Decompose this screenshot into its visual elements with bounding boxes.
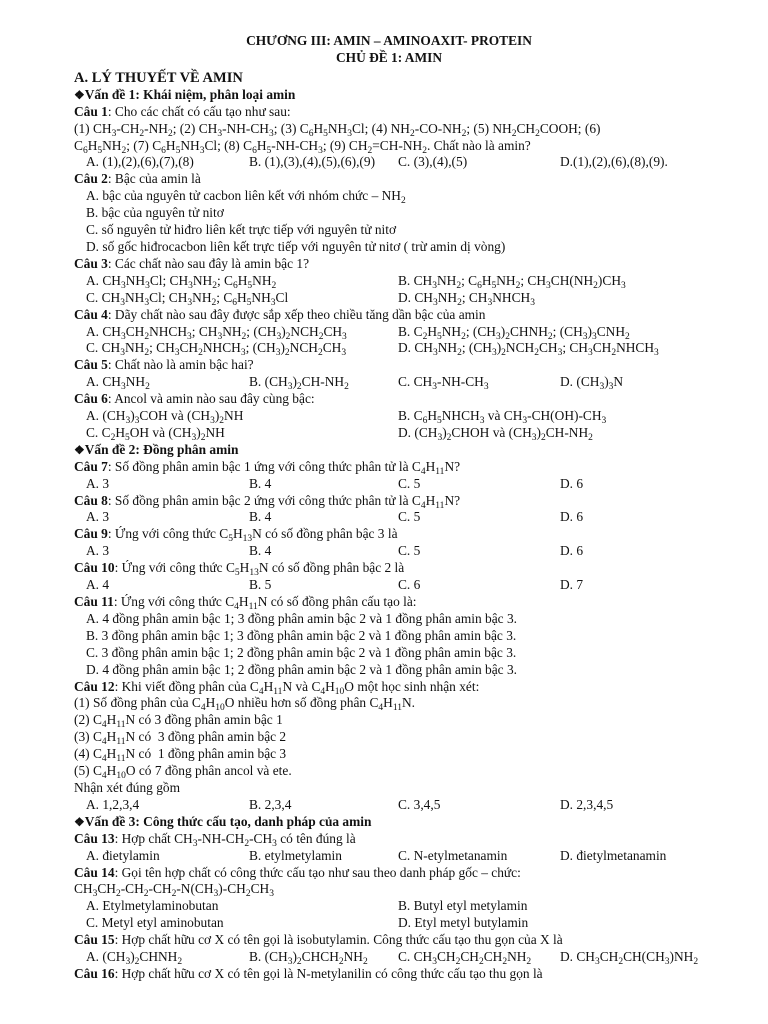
question-2: Câu 2: Bậc của amin là xyxy=(74,171,201,187)
question-3-options: C. $CH_3NH_3Cl$; $CH_3NH_2$; $C_6H_5NH_3Cl$ D. $CH_3NH_2$; $CH_3NHCH_3$ xyxy=(86,289,535,308)
topic-title: CHỦ ĐỀ 1: AMIN xyxy=(335,49,442,65)
question-13: Câu 13: Hợp chất $CH_3-NH-CH_2-CH_3$ có tên đúng là xyxy=(74,830,356,849)
question-10: Câu 10: Ứng với công thức $C_5H_{13}N$ có số đồng phân bậc 2 là xyxy=(74,560,405,579)
question-12: Câu 12: Khi viết đồng phân của $C_4H_{11}N$ và $C_4H_{10}O$ một học sinh nhận xét: xyxy=(74,678,480,697)
question-5: Câu 5: Chất nào là amin bậc hai? xyxy=(74,357,254,373)
question-1-options: A. (1),(2),(6),(7),(8) B. (1),(3),(4),(5),(6),(9) C. (3),(4),(5) D.(1),(2),(6),(8),(9). xyxy=(86,154,668,170)
question-15-options: A. $(CH_3)_2CHNH_2$ B. $(CH_3)_2CHCH_2NH_2$ C. $CH_3CH_2CH_2CH_2NH_2$ D. $CH_3CH_2CH(CH_3)NH_2$ xyxy=(86,949,699,968)
question-12-statement: (2) $C_4H_{11}N$ có 3 đồng phân amin bậc 1 xyxy=(74,712,283,731)
question-12-statement: (3) $C_4H_{11}N$ có 3 đồng phân amin bậc 2 xyxy=(74,729,287,748)
question-6-options: A. $(CH_3)_3COH$ và $(CH_3)_2NH$ B. $C_6H_5NHCH_3$ và $CH_3-CH(OH)-CH_3$ xyxy=(86,408,607,427)
question-2-option-c: C. số nguyên tử hiđro liên kết trực tiếp với nguyên tử nitơ xyxy=(86,222,397,238)
chapter-title: CHƯƠNG III: AMIN – AMINOAXIT- PROTEIN xyxy=(246,33,532,48)
question-1: Câu 1: Cho các chất có cấu tạo như sau: xyxy=(74,103,291,119)
question-14-options: A. Etylmetylaminobutan B. Butyl etyl metylamin xyxy=(86,898,528,914)
question-7: Câu 7: Số đồng phân amin bậc 1 ứng với công thức phân tử là $C_4H_{11}N$? xyxy=(74,458,461,477)
question-12-prompt: Nhận xét đúng gồm xyxy=(74,779,180,795)
question-12-statement: (5) $C_4H_{10}O$ có 7 đồng phân ancol và ete. xyxy=(74,763,292,782)
section-heading: A. LÝ THUYẾT VỀ AMIN xyxy=(74,69,243,86)
diamond-bullet-icon: ❖ xyxy=(74,814,85,829)
diamond-bullet-icon: ❖ xyxy=(74,442,85,457)
question-4-options: C. $CH_3NH_2$; $CH_3CH_2NHCH_3$; $(CH_3)_2NCH_2CH_3$ D. $CH_3NH_2$; $(CH_3)_2NCH_2CH_3$; $CH_3CH_2NHCH_3$ xyxy=(86,340,659,359)
question-11-option-d: D. 4 đồng phân amin bậc 1; 2 đồng phân amin bậc 2 và 1 đồng phân amin bậc 3. xyxy=(86,661,518,677)
question-9: Câu 9: Ứng với công thức $C_5H_{13}N$ có số đồng phân bậc 3 là xyxy=(74,526,398,545)
question-6-options: C. $C_2H_5OH$ và $(CH_3)_2NH$ D. $(CH_3)_2CHOH$ và $(CH_3)_2CH-NH_2$ xyxy=(86,424,593,443)
issue-heading-1: ❖Vấn đề 1: Khái niệm, phân loại amin xyxy=(74,86,296,102)
question-8-options: A. 3 B. 4 C. 5 D. 6 xyxy=(86,509,584,525)
question-1-text: $C_6H_5NH_2$; (7) $C_6H_5NH_3Cl$; (8) $C_6H_5-NH-CH_3$; (9) $CH_2=CH-NH_2$. Chất nào là amin? xyxy=(74,137,531,156)
question-2-option-b: B. bậc của nguyên tử nitơ xyxy=(86,205,224,221)
document-page xyxy=(74,33,704,983)
question-12-options: A. 1,2,3,4 B. 2,3,4 C. 3,4,5 D. 2,3,4,5 xyxy=(86,796,614,812)
issue-heading-2: ❖Vấn đề 2: Đồng phân amin xyxy=(74,441,239,457)
question-11-option-c: C. 3 đồng phân amin bậc 1; 2 đồng phân amin bậc 2 và 1 đồng phân amin bậc 3. xyxy=(86,644,517,660)
issue-heading-3: ❖Vấn đề 3: Công thức cấu tạo, danh pháp của amin xyxy=(74,813,372,829)
question-3: Câu 3: Các chất nào sau đây là amin bậc 1? xyxy=(74,255,310,271)
question-13-options: A. đietylamin B. etylmetylamin C. N-etylmetanamin D. đietylmetanamin xyxy=(86,847,667,863)
question-14-options: C. Metyl etyl aminobutan D. Etyl metyl butylamin xyxy=(86,915,529,931)
question-1-text: (1) $CH_3-CH_2-NH_2$; (2) $CH_3-NH-CH_3$; (3) $C_6H_5NH_3Cl$; (4) $NH_2-CO-NH_2$; (5) $NH_2CH_2COOH$; (6) xyxy=(74,120,601,139)
question-4: Câu 4: Dãy chất nào sau đây được sắp xếp theo chiều tăng dần bậc của amin xyxy=(74,306,486,322)
question-2-option-d: D. số gốc hiđrocacbon liên kết trực tiếp với nguyên tử nitơ ( trừ amin dị vòng) xyxy=(86,238,506,254)
question-14: Câu 14: Gọi tên hợp chất có công thức cấu tạo như sau theo danh pháp gốc – chức: xyxy=(74,864,521,880)
question-9-options: A. 3 B. 4 C. 5 D. 6 xyxy=(86,543,584,559)
question-6: Câu 6: Ancol và amin nào sau đây cùng bậc: xyxy=(74,391,315,407)
question-2-option-a: A. bậc của nguyên tử cacbon liên kết với nhóm chức – $NH_2$ xyxy=(86,188,406,207)
question-15: Câu 15: Hợp chất hữu cơ X có tên gọi là isobutylamin. Công thức cấu tạo thu gọn của X là xyxy=(74,932,563,948)
question-3-options: A. $CH_3NH_3Cl$; $CH_3NH_2$; $C_6H_5NH_2$ B. $CH_3NH_2$; $C_6H_5NH_2$; $CH_3CH(NH_2)CH_3$ xyxy=(86,272,626,291)
question-10-options: A. 4 B. 5 C. 6 D. 7 xyxy=(86,577,584,593)
question-11-option-b: B. 3 đồng phân amin bậc 1; 3 đồng phân amin bậc 2 và 1 đồng phân amin bậc 3. xyxy=(86,627,517,643)
question-11-option-a: A. 4 đồng phân amin bậc 1; 3 đồng phân amin bậc 2 và 1 đồng phân amin bậc 3. xyxy=(86,610,518,626)
question-12-statement: (4) $C_4H_{11}N$ có 1 đồng phân amin bậc 3 xyxy=(74,746,287,765)
question-11: Câu 11: Ứng với công thức $C_4H_{11}N$ có số đồng phân cấu tạo là: xyxy=(74,594,417,612)
question-7-options: A. 3 B. 4 C. 5 D. 6 xyxy=(86,475,584,491)
question-8: Câu 8: Số đồng phân amin bậc 2 ứng với công thức phân tử là $C_4H_{11}N$? xyxy=(74,492,461,511)
question-14-formula: $CH_3CH_2-CH_2-CH_2-N(CH_3)-CH_2CH_3$ xyxy=(74,881,274,900)
question-5-options: A. $CH_3NH_2$ B. $(CH_3)_2CH-NH_2$ C. $CH_3-NH-CH_3$ D. $(CH_3)_3N$ xyxy=(86,374,624,393)
question-12-statement: (1) Số đồng phân của $C_4H_{10}O$ nhiều hơn số đồng phân $C_4H_{11}N$. xyxy=(74,695,415,714)
question-16: Câu 16: Hợp chất hữu cơ X có tên gọi là N-metylanilin có công thức cấu tạo thu gọn là xyxy=(74,965,543,981)
question-4-options: A. $CH_3CH_2NHCH_3$; $CH_3NH_2$; $(CH_3)_2NCH_2CH_3$ B. $C_2H_5NH_2$; $(CH_3)_2CHNH_2$; $(CH_3)_3CNH_2$ xyxy=(86,323,630,342)
diamond-bullet-icon: ❖ xyxy=(74,87,85,102)
